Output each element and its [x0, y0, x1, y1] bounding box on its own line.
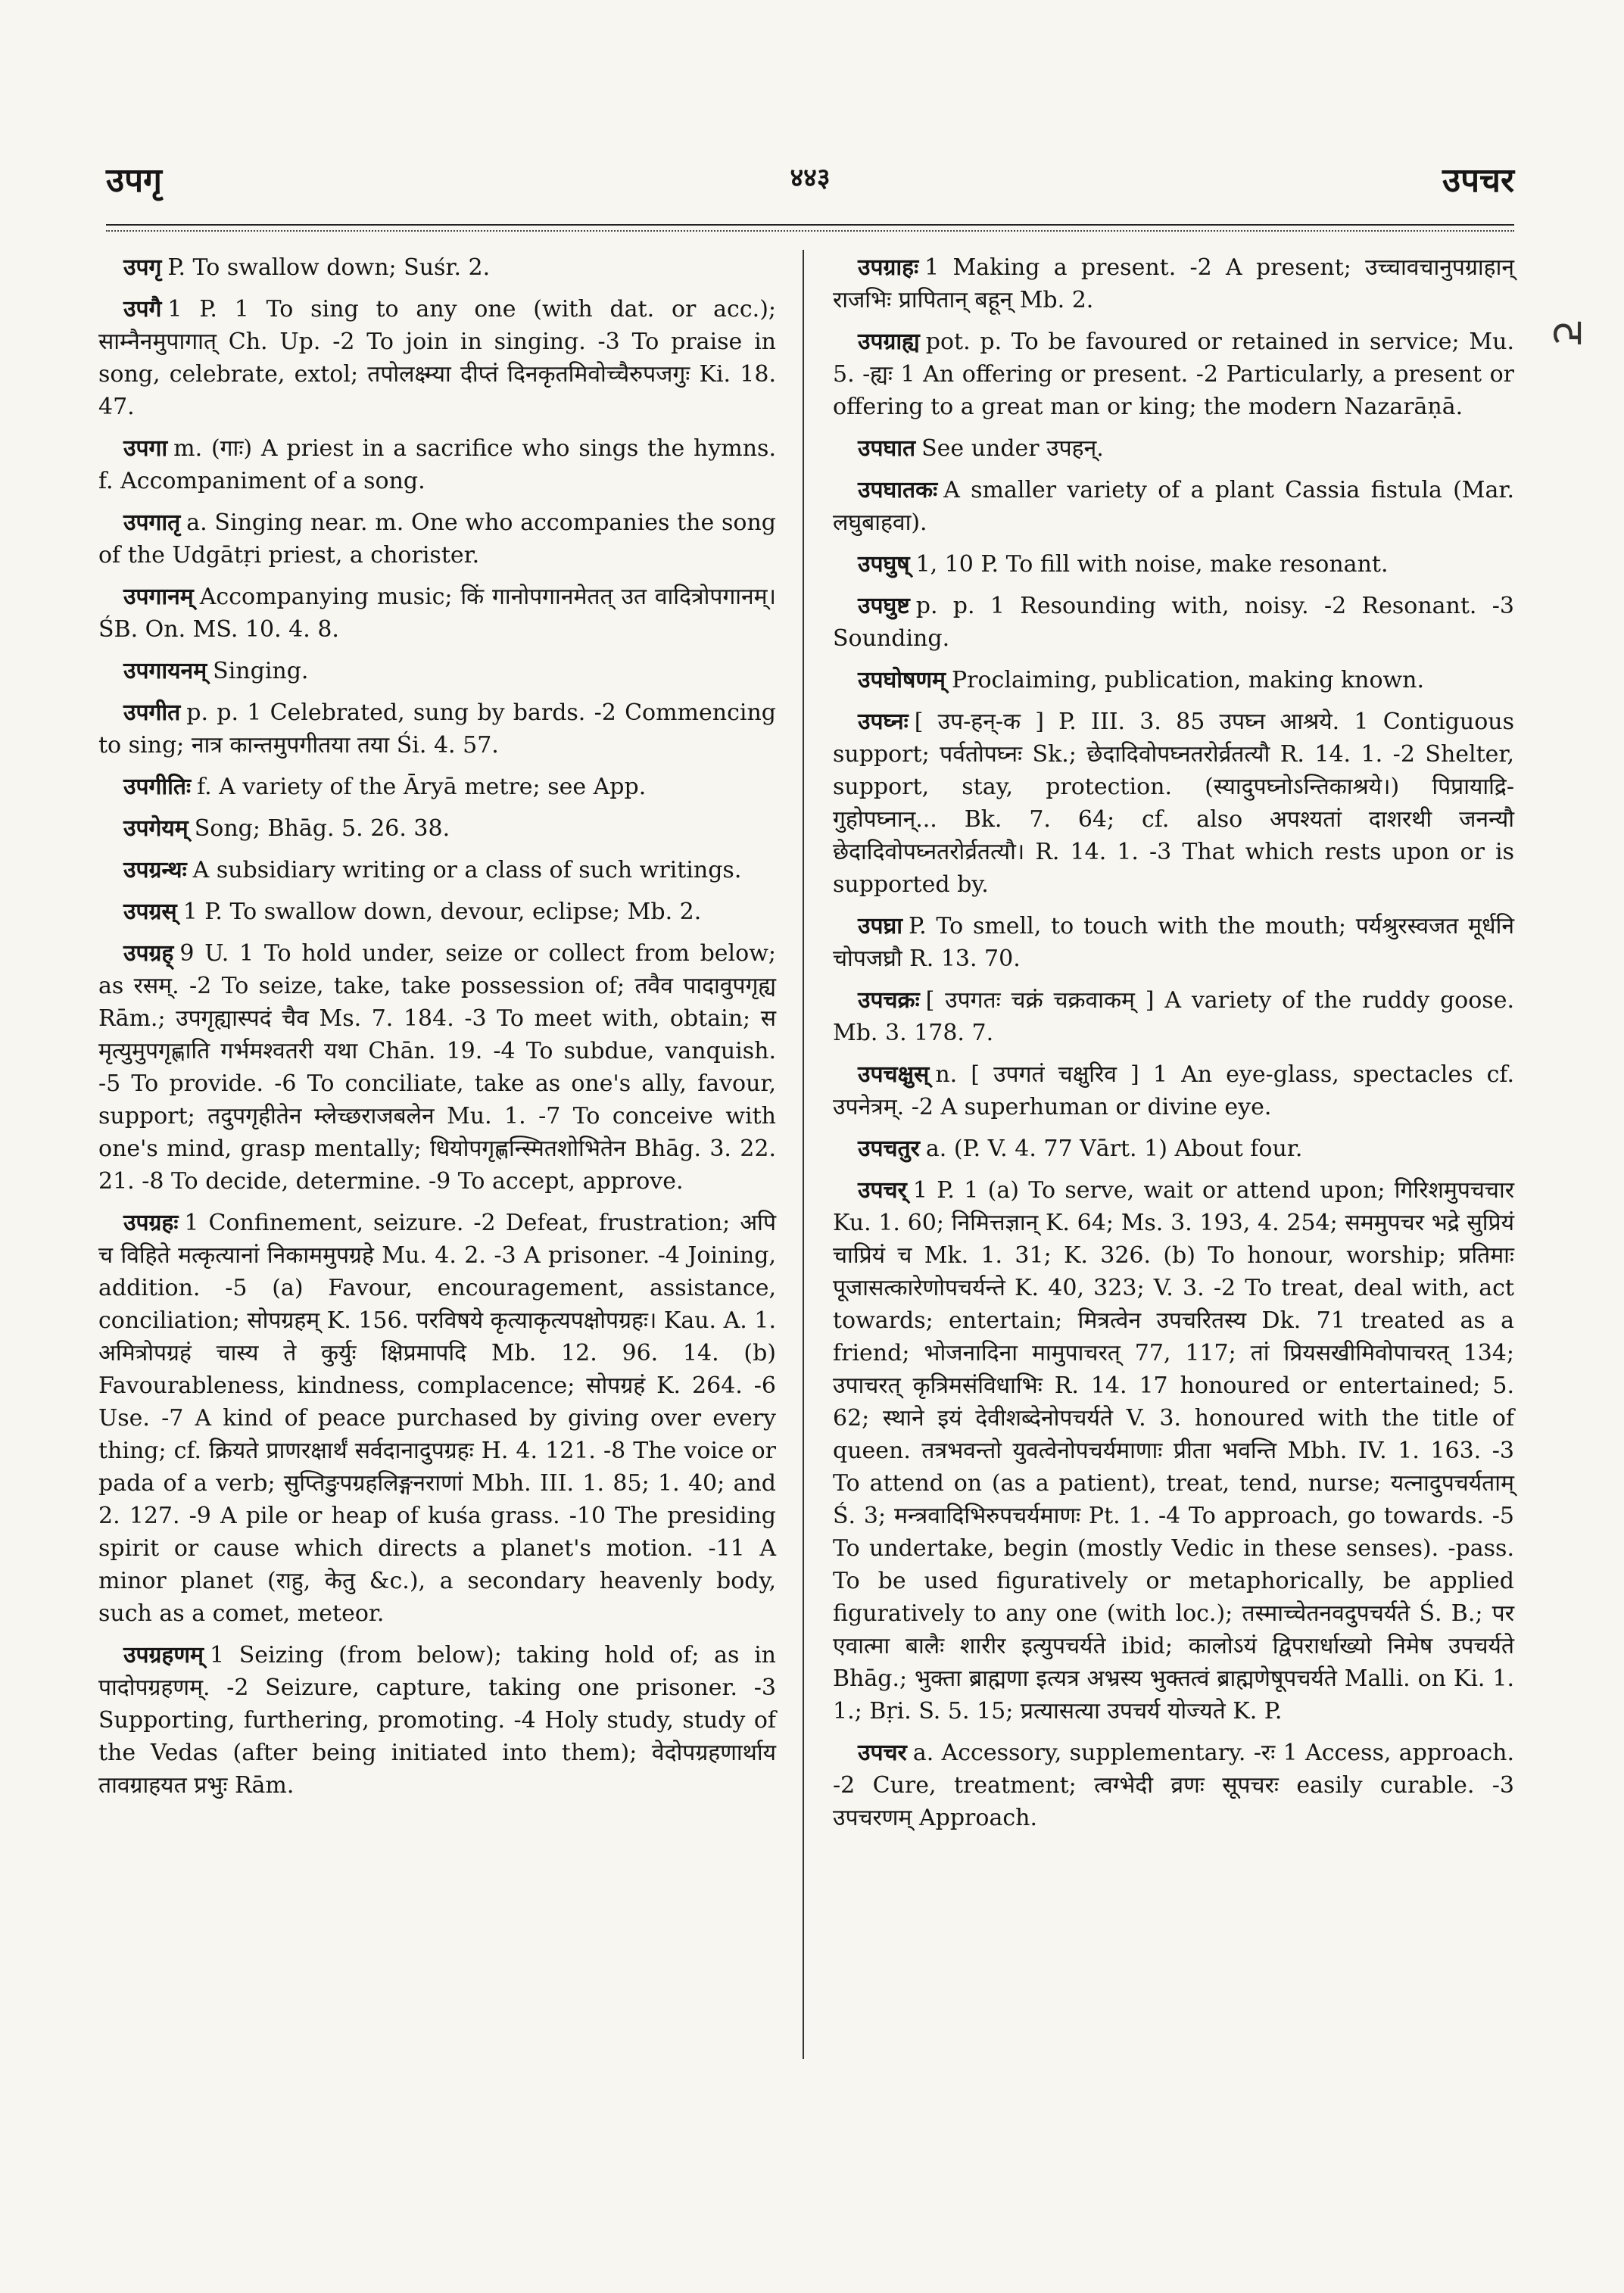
entry-headword: उपगेयम् [123, 815, 189, 842]
dictionary-entry [833, 474, 1514, 539]
header-left-guideword: उपगृ [106, 161, 162, 200]
entry-headword: उपग्राह्य [858, 329, 920, 355]
entry-definition: 1 P. 1 (a) To serve, wait or attend upon; गिरिशमुपचचार Ku. 1. 60; निमित्तज्ञान् K. 64; Ms. 3. 193, 4. 254; सममुपचर भद्रे सुप्रियं चाप्रियं च Mk. 1. 31; K. 326. (b) To honour, worship; प्रतिमाः पूजासत्कारेणोपचर्यन्ते K. 40, 323; V. 3. -2 To treat, deal with, act towards; entertain; मित्रत्वेन उपचरितस्य Dk. 71 treated as a friend; भोजनादिना मामुपाचरत् 77, 117; तां प्रियसखीमिवोपाचरत् 134; उपाचरत् कृत्रिमसंविधाभिः R. 14. 17 honoured or entertained; 5. 62; स्थाने इयं देवीशब्देनोपचर्यते V. 3. honoured with the title of queen. तत्रभवन्तो युवत्वेनोपचर्यमाणाः प्रीता भवन्ति Mbh. IV. 1. 163. -3 To attend on (as a patient), treat, tend, nurse; यत्नादुपचर्यताम् Ś. 3; मन्त्रवादिभिरुपचर्यमाणः Pt. 1. -4 To approach, go towards. -5 To undertake, begin (mostly Vedic in these senses). -pass. To be used figuratively or metaphorically, be applied figuratively to any one (with loc.); तस्माच्चेतनवदुपचर्यते Ś. B.; पर एवात्मा बालैः शारीर इत्युपचर्यते ibid; कालोऽयं द्विपरार्धाख्यो निमेष उपचर्यते Bhāg.; भुक्ता ब्राह्मणा इत्यत्र अभ्रस्य भुक्तत्वं ब्राह्मणेषूपचर्यते Malli. on Ki. 1. 1.; Bṛi. S. 5. 15; प्रत्यासत्या उपचर्य योज्यते K. P. [833, 1177, 1514, 1724]
dictionary-entry [833, 590, 1514, 655]
entry-headword: उपघातकः [858, 477, 938, 503]
entry-definition: P. To smell, to touch with the mouth; पर्यश्रुरस्वजत मूर्धनि चोपजघ्रौ R. 13. 70. [833, 913, 1514, 972]
dictionary-entry [98, 854, 776, 886]
dictionary-entry [98, 655, 776, 687]
dictionary-entry [833, 1737, 1514, 1834]
entry-definition: 9 U. 1 To hold under, seize or collect from below; as रसम्. -2 To seize, take, take possession of; तवैव पादावुपगृह्य Rām.; उपगृह्यास्पदं चैव Ms. 7. 184. -3 To meet with, obtain; स मृत्युमुपगृह्णाति गर्भमश्वतरी यथा Chān. 19. -4 To subdue, vanquish. -5 To provide. -6 To conciliate, take as one's ally, favour, support; तदुपगृहीतेन म्लेच्छराजबलेन Mu. 1. -7 To conceive with one's mind, grasp mentally; धियोपगृह्णन्स्मितशोभितेन Bhāg. 3. 22. 21. -8 To decide, determine. -9 To accept, approve. [98, 940, 776, 1195]
entry-headword: उपगीत [123, 699, 181, 726]
entry-definition: [ उप-हन्-क ] P. III. 3. 85 उपघ्न आश्रये. 1 Contiguous support; पर्वतोपघ्नः Sk.; छेदादिवोपघ्नतरोर्व्रतत्यौ R. 14. 1. -2 Shelter, support, stay, protection. (स्यादुपघ्नोऽन्तिकाश्रये।) पिप्रायाद्रि-गुहोपघ्नान्... Bk. 7. 64; cf. also अपश्यतां दाशरथी जनन्यौ छेदादिवोपघ्नतरोर्व्रतत्यौ। R. 14. 1. -3 That which rests upon or is supported by. [833, 709, 1514, 898]
dictionary-entry [833, 1058, 1514, 1123]
dictionary-entry [98, 1207, 776, 1630]
entry-headword: उपगायनम् [123, 658, 207, 684]
entry-headword: उपघुष्ट [858, 593, 910, 619]
dictionary-entry [833, 1132, 1514, 1165]
entry-headword: उपगीतिः [123, 774, 192, 800]
dictionary-entry [98, 581, 776, 646]
dictionary-entry [833, 1174, 1514, 1728]
entry-headword: उपघात [858, 435, 916, 462]
entry-headword: उपचर् [858, 1177, 907, 1204]
dictionary-entry [98, 771, 776, 803]
entry-headword: उपग्रहः [123, 1210, 179, 1236]
dictionary-entry [833, 984, 1514, 1049]
dictionary-entry [833, 251, 1514, 316]
entry-headword: उपग्रस् [123, 899, 177, 925]
dictionary-entry [98, 896, 776, 928]
entry-headword: उपग्राहः [858, 254, 919, 281]
entry-definition: 1 P. 1 To sing to any one (with dat. or acc.); साम्नैनमुपागात् Ch. Up. -2 To join in singing. -3 To praise in song, celebrate, extol; तपोलक्ष्म्या दीप्तं दिनकृतमिवोच्चैरुपजगुः Ki. 18. 47. [98, 296, 776, 420]
entry-definition: p. p. 1 Celebrated, sung by bards. -2 Commencing to sing; नात्र कान्तमुपगीतया तया Śi. 4. 57. [98, 699, 776, 759]
header-rule [106, 224, 1514, 232]
entry-definition: P. To swallow down; Suśr. 2. [167, 254, 491, 281]
entry-headword: उपघोषणम् [858, 667, 946, 693]
entry-headword: उपगातृ [123, 509, 181, 536]
dictionary-entry [98, 506, 776, 572]
entry-definition: 1 P. To swallow down, devour, eclipse; Mb. 2. [182, 899, 702, 925]
dictionary-entry [98, 1639, 776, 1802]
dictionary-entry [833, 548, 1514, 581]
entry-definition: Singing. [213, 658, 309, 684]
dictionary-entry [98, 812, 776, 845]
entry-definition: p. p. 1 Resounding with, noisy. -2 Resonant. -3 Sounding. [833, 593, 1514, 652]
dictionary-entry [833, 664, 1514, 696]
entry-definition: pot. p. To be favoured or retained in service; Mu. 5. -ह्यः 1 An offering or present. -2 Particularly, a present or offering to a great man or king; the modern Nazarāṇā. [833, 329, 1514, 420]
entry-definition: Proclaiming, publication, making known. [951, 667, 1425, 693]
entry-headword: उपघुष् [858, 551, 910, 578]
entry-definition: See under उपहन्. [921, 435, 1104, 462]
left-column [98, 251, 776, 1811]
dictionary-entry [833, 910, 1514, 975]
entry-definition: a. (P. V. 4. 77 Vārt. 1) About four. [925, 1136, 1303, 1162]
dictionary-entry [833, 706, 1514, 901]
dictionary-entry [98, 696, 776, 762]
entry-definition: A smaller variety of a plant Cassia fistula (Mar. लघुबाहवा). [833, 477, 1514, 536]
entry-definition: 1 Seizing (from below); taking hold of; as in पादोपग्रहणम्. -2 Seizure, capture, taking one prisoner. -3 Supporting, furthering, promoting. -4 Holy study, study of the Vedas (after being initiated into them); वेदोपग्रहणार्थाय तावग्राहयत प्रभुः Rām. [98, 1642, 776, 1799]
entry-headword: उपचतुर [858, 1136, 920, 1162]
entry-headword: उपग्रन्थः [123, 857, 187, 883]
entry-headword: उपगा [123, 435, 168, 462]
entry-headword: उपग्रहणम् [123, 1642, 204, 1668]
dictionary-entry [833, 432, 1514, 465]
dictionary-entry [98, 293, 776, 423]
entry-definition: 1 Confinement, seizure. -2 Defeat, frustration; अपि च विहिते मत्कृत्यानां निकाममुपग्रहे Mu. 4. 2. -3 A prisoner. -4 Joining, addition. -5 (a) Favour, encouragement, assistance, conciliation; सोपग्रहम् K. 156. परविषये कृत्याकृत्यपक्षोपग्रहः। Kau. A. 1. अमित्रोपग्रहं चास्य ते कुर्युः क्षिप्रमापदि Mb. 12. 96. 14. (b) Favourableness, kindness, complacence; सोपग्रहं K. 264. -6 Use. -7 A kind of peace purchased by giving over every thing; cf. क्रियते प्राणरक्षार्थं सर्वदानादुपग्रहः H. 4. 121. -8 The voice or pada of a verb; सुप्तिङुपग्रहलिङ्गनराणां Mbh. III. 1. 85; 1. 40; and 2. 127. -9 A pile or heap of kuśa grass. -10 The presiding spirit or cause which directs a planet's motion. -11 A minor planet (राहु, केतु &c.), a secondary heavenly body, such as a comet, meteor. [98, 1210, 776, 1627]
right-column [833, 251, 1514, 1843]
entry-headword: उपघ्नः [858, 709, 909, 735]
entry-headword: उपगानम् [123, 584, 194, 610]
dictionary-entry [98, 937, 776, 1198]
dictionary-entry [98, 432, 776, 497]
entry-definition: a. Singing near. m. One who accompanies the song of the Udgātṛi priest, a chorister. [98, 509, 776, 569]
column-divider [803, 250, 804, 2059]
entry-headword: उपगृ [123, 254, 162, 281]
dictionary-entry [833, 326, 1514, 423]
entry-definition: 1 Making a present. -2 A present; उच्चावचानुपग्राहान् राजभिः प्रापितान् बहून् Mb. 2. [833, 254, 1514, 313]
entry-definition: A subsidiary writing or a class of such writings. [192, 857, 742, 883]
page-header [106, 156, 1514, 201]
entry-definition: Song; Bhāg. 5. 26. 38. [194, 815, 450, 842]
entry-headword: उपगै [123, 296, 162, 322]
entry-definition: a. Accessory, supplementary. -रः 1 Access, approach. -2 Cure, treatment; त्वग्भेदी व्रणः सूपचरः easily curable. -3 उपचरणम् Approach. [833, 1740, 1514, 1831]
entry-headword: उपचक्षुस् [858, 1061, 930, 1088]
page-number: ४४३ [790, 163, 831, 193]
header-right-guideword: उपचर [1442, 161, 1514, 200]
entry-headword: उपघ्रा [858, 913, 902, 939]
dictionary-entry [98, 251, 776, 284]
entry-headword: उपचर [858, 1740, 907, 1766]
entry-headword: उपग्रह् [123, 940, 174, 967]
entry-definition: 1, 10 P. To fill with noise, make resonant. [915, 551, 1389, 578]
entry-definition: m. (गाः) A priest in a sacrifice who sings the hymns. f. Accompaniment of a song. [98, 435, 776, 494]
side-margin-mark: ट [1543, 321, 1595, 344]
entry-definition: n. [ उपगतं चक्षुरिव ] 1 An eye-glass, spectacles cf. उपनेत्रम्. -2 A superhuman or divine eye. [833, 1061, 1514, 1120]
entry-definition: f. A variety of the Āryā metre; see App. [197, 774, 647, 800]
entry-headword: उपचक्रः [858, 987, 920, 1014]
entry-definition: Accompanying music; किं गानोपगानमेतत् उत वादित्रोपगानम्। ŚB. On. MS. 10. 4. 8. [98, 584, 776, 643]
entry-definition: [ उपगतः चक्रं चक्रवाकम् ] A variety of the ruddy goose. Mb. 3. 178. 7. [833, 987, 1514, 1046]
